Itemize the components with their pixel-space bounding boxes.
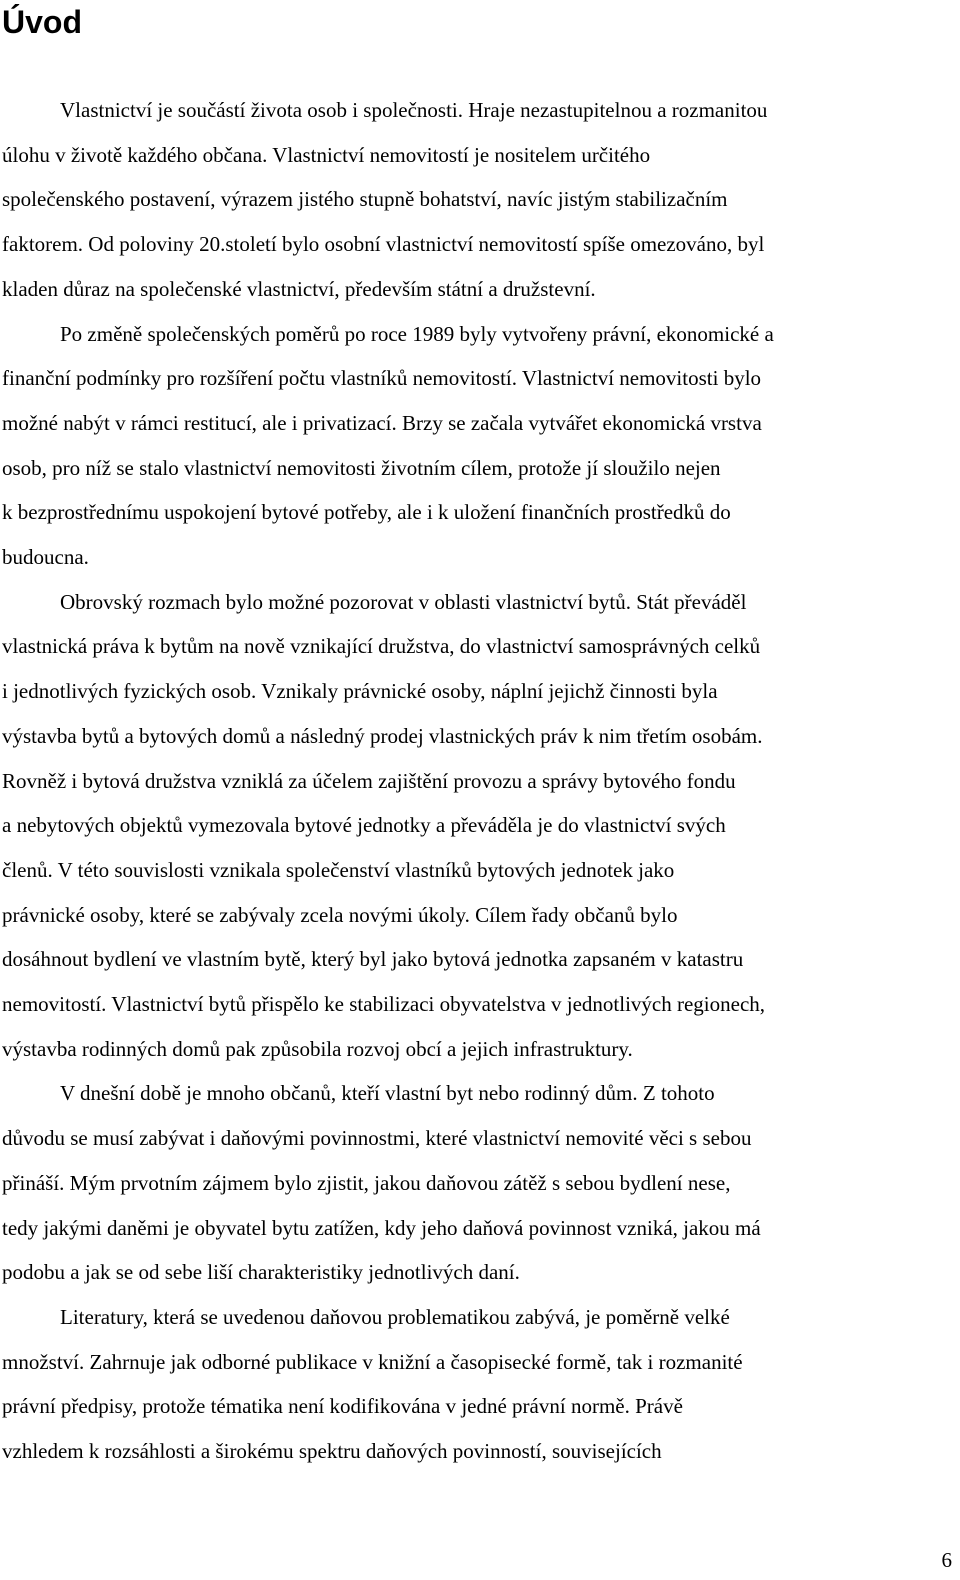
page-heading: Úvod [2,4,82,40]
text-line: nemovitostí. Vlastnictví bytů přispělo ke stabilizaci obyvatelstva v jednotlivých regionech, [2,992,766,1017]
text-line: kladen důraz na společenské vlastnictví, především státní a družstevní. [2,276,596,301]
text-line: k bezprostřednímu uspokojení bytové potřeby, ale i k uložení finančních prostředků do [2,500,731,525]
paragraph-3 [2,580,952,1072]
paragraph-2 [2,312,952,580]
text-line: faktorem. Od poloviny 20.století bylo osobní vlastnictví nemovitostí spíše omezováno, byl [2,232,765,257]
text-line: budoucna. [2,545,89,570]
text-line: úlohu v životě každého občana. Vlastnictví nemovitostí je nositelem určitého [2,142,651,167]
text-line: Rovněž i bytová družstva vzniklá za účelem zajištění provozu a správy bytového fondu [2,768,736,793]
text-line: V dnešní době je mnoho občanů, kteří vlastní byt nebo rodinný dům. Z tohoto [60,1081,715,1106]
text-line: členů. V této souvislosti vznikala společenství vlastníků bytových jednotek jako [2,857,675,882]
text-line: tedy jakými daněmi je obyvatel bytu zatížen, kdy jeho daňová povinnost vzniká, jakou má [2,1215,761,1240]
text-line: výstavba rodinných domů pak způsobila rozvoj obcí a jejich infrastruktury. [2,1036,633,1061]
paragraph-1 [2,88,952,312]
text-line: vzhledem k rozsáhlosti a širokému spektru daňových povinností, souvisejících [2,1439,662,1464]
text-line: právní předpisy, protože tématika není kodifikována v jedné právní normě. Právě [2,1394,683,1419]
text-line: právnické osoby, které se zabývaly zcela novými úkoly. Cílem řady občanů bylo [2,902,678,927]
text-line: přináší. Mým prvotním zájmem bylo zjistit, jakou daňovou zátěž s sebou bydlení nese, [2,1170,731,1195]
text-line: společenského postavení, výrazem jistého stupně bohatství, navíc jistým stabilizačním [2,187,728,212]
text-line: Po změně společenských poměrů po roce 1989 byly vytvořeny právní, ekonomické a [60,321,774,346]
text-line: množství. Zahrnuje jak odborné publikace v knižní a časopisecké formě, tak i rozmanité [2,1349,743,1374]
text-line: důvodu se musí zabývat i daňovými povinnostmi, které vlastnictví nemovité věci s sebou [2,1126,752,1151]
text-line: dosáhnout bydlení ve vlastním bytě, který byl jako bytová jednotka zapsaném v katastru [2,947,744,972]
body-text [2,88,952,1474]
paragraph-4 [2,1071,952,1295]
text-line: Vlastnictví je součástí života osob i společnosti. Hraje nezastupitelnou a rozmanitou [60,98,768,122]
text-line: výstavba bytů a bytových domů a následný prodej vlastnických práv k nim třetím osobám. [2,723,763,748]
text-line: vlastnická práva k bytům na nově vznikající družstva, do vlastnictví samosprávných celků [2,634,761,659]
text-line: i jednotlivých fyzických osob. Vznikaly právnické osoby, náplní jejichž činnosti byla [2,679,718,704]
text-line: osob, pro níž se stalo vlastnictví nemovitosti životním cílem, protože jí sloužilo nejen [2,455,721,480]
text-line: finanční podmínky pro rozšíření počtu vlastníků nemovitostí. Vlastnictví nemovitosti bylo [2,366,762,391]
page-number: 6 [941,1548,952,1572]
text-line: a nebytových objektů vymezovala bytové jednotky a převáděla je do vlastnictví svých [2,813,726,838]
text-line: Literatury, která se uvedenou daňovou problematikou zabývá, je poměrně velké [60,1304,730,1329]
paragraph-5 [2,1295,952,1474]
text-line: možné nabýt v rámci restitucí, ale i privatizací. Brzy se začala vytvářet ekonomická vrstva [2,410,762,435]
text-line: Obrovský rozmach bylo možné pozorovat v oblasti vlastnictví bytů. Stát převáděl [60,589,747,614]
text-line: podobu a jak se od sebe liší charakteristiky jednotlivých daní. [2,1260,520,1285]
